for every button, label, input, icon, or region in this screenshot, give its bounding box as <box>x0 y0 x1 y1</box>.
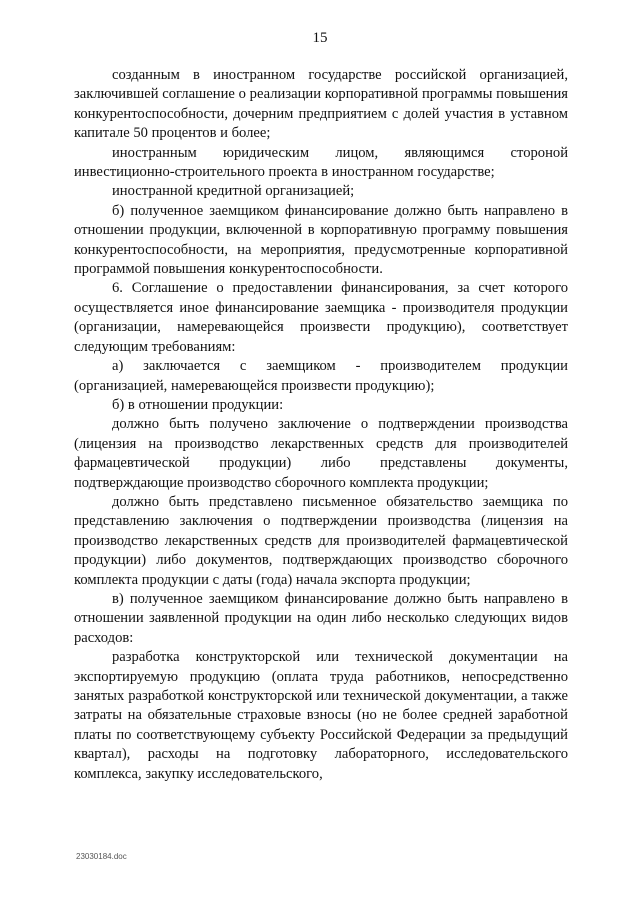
file-reference: 23030184.doc <box>76 852 127 861</box>
paragraph-9: должно быть представлено письменное обязательство заемщика по представлению заключения о подтверждении производства (лицензия на производство лекарственных средств для производителей фармацевтической продукции) либо документов, подтверждающих производство сборочного комплекта продукции с даты (года) начала экспорта продукции; <box>74 493 568 588</box>
paragraph-1: созданным в иностранном государстве российской организацией, заключившей соглашение о реализации корпоративной программы повышения конкурентоспособности, дочерним предприятием с долей участия в уставном капитале 50 процентов и более; <box>74 67 568 142</box>
page-number: 15 <box>312 30 328 46</box>
paragraph-7: б) в отношении продукции: <box>112 396 284 413</box>
paragraph-5: 6. Соглашение о предоставлении финансирования, за счет которого осуществляется иное финансирование заемщика - производителя продукции (организации, намеревающейся произвести продукцию), соответствует следующим требованиям: <box>74 280 568 355</box>
paragraph-4: б) полученное заемщиком финансирование должно быть направлено в отношении продукции, включенной в корпоративную программу повышения конкурентоспособности, на мероприятия, предусмотренные корпоративной программой повышения конкурентоспособности. <box>74 202 568 278</box>
paragraph-8: должно быть получено заключение о подтверждении производства (лицензия на производство лекарственных средств для производителей фармацевтической продукции) либо представлены документы, подтверждающие производство сборочного комплекта продукции; <box>74 416 568 491</box>
document-body <box>74 66 568 784</box>
paragraph-3: иностранной кредитной организацией; <box>112 183 355 200</box>
paragraph-6: а) заключается с заемщиком - производителем продукции (организацией, намеревающейся произвести продукцию); <box>74 358 568 394</box>
paragraph-10: в) полученное заемщиком финансирование должно быть направлено в отношении заявленной продукции на один либо несколько следующих видов расходов: <box>74 590 568 646</box>
paragraph-11: разработка конструкторской или технической документации на экспортируемую продукцию (оплата труда работников, непосредственно занятых разработкой конструкторской или технической документации, а также затраты на обязательные страховые взносы (но не более средней заработной платы по соответствующему субъекту Российской Федерации за предыдущий квартал), расходы на подготовку лабораторного, исследовательского комплекса, закупку исследовательского, <box>74 649 568 782</box>
paragraph-2: иностранным юридическим лицом, являющимся стороной инвестиционно-строительного проекта в иностранном государстве; <box>74 144 568 181</box>
